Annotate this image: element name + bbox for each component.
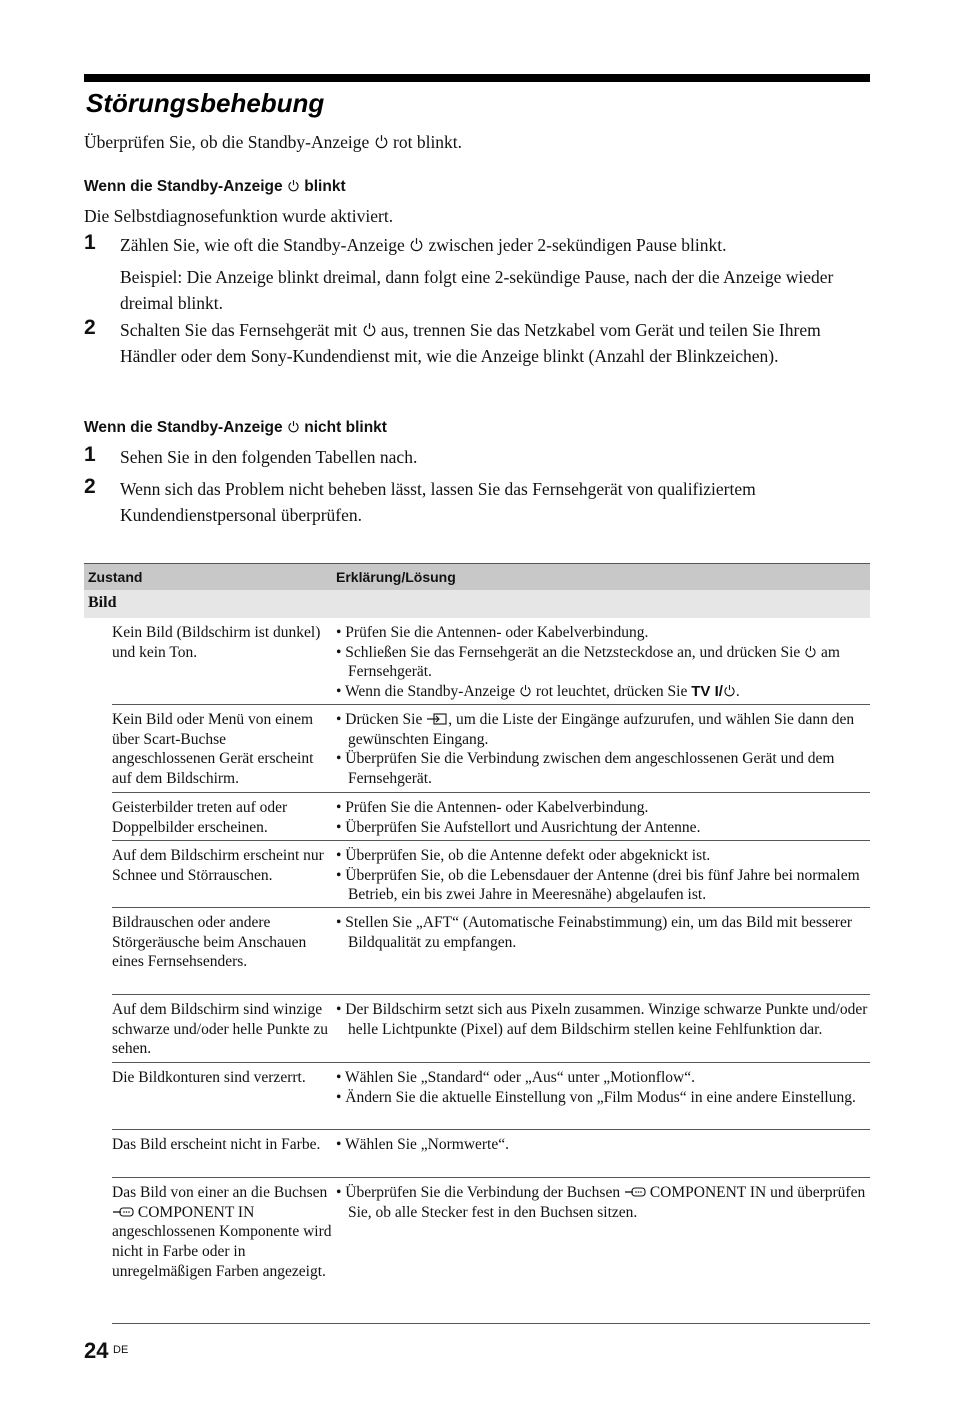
- page-number: 24: [84, 1338, 109, 1363]
- power-icon: [409, 237, 424, 252]
- step-number: 2: [84, 316, 96, 339]
- page-title: Störungsbehebung: [86, 88, 325, 118]
- power-icon: [723, 684, 736, 697]
- component-in-icon: [624, 1186, 646, 1198]
- table-row: Das Bild erscheint nicht in Farbe. • Wählen Sie „Normwerte“.: [112, 1130, 870, 1178]
- title-rule: [84, 74, 870, 82]
- power-icon: [374, 134, 389, 149]
- table-row: Das Bild von einer an die Buchsen COMPONENT IN angeschlossenen Komponente wird nicht in Farbe oder in unregelmäßigen Farben angezeigt. • Überprüfen Sie die Verbindung der Buchsen COMPONENT IN und überprüfen Sie, ob alle Stecker fest in den Buchsen sitzen.: [112, 1178, 870, 1324]
- step-number: 1: [84, 443, 96, 466]
- tv-power-symbol: TV I/: [691, 683, 723, 701]
- step-number: 2: [84, 475, 96, 498]
- section2-step1: Sehen Sie in den folgenden Tabellen nach.: [120, 447, 418, 467]
- section2-step2: Wenn sich das Problem nicht beheben lässt, lassen Sie das Fernsehgerät von qualifiziertem Kundendienstpersonal überprüfen.: [120, 479, 756, 525]
- table-row: Auf dem Bildschirm erscheint nur Schnee und Störrauschen. • Überprüfen Sie, ob die Antenne defekt oder abgeknickt ist. • Überprüfen Sie, ob die Lebensdauer der Antenne (drei bis fünf Jahre bei normalem Betrieb, ein bis zwei Jahre in Meeresnähe) abgelaufen ist.: [112, 841, 870, 908]
- power-icon: [804, 645, 817, 658]
- section1-text: Die Selbstdiagnosefunktion wurde aktiviert.: [84, 206, 394, 226]
- intro-text: Überprüfen Sie, ob die Standby-Anzeige rot blinkt.: [84, 132, 463, 152]
- power-icon: [287, 420, 300, 433]
- table-row: Kein Bild (Bildschirm ist dunkel) und kein Ton. • Prüfen Sie die Antennen- oder Kabelverbindung. • Schließen Sie das Fernsehgerät an die Netzsteckdose an, und drücken Sie am Fernsehgerät. • Wenn die Standby-Anzeige rot leuchtet, drücken Sie TV I/ .: [112, 618, 870, 705]
- table-row: Bildrauschen oder andere Störgeräusche beim Anschauen eines Fernsehsenders. • Stellen Sie „AFT“ (Automatische Feinabstimmung) ein, um das Bild mit besserer Bildqualität zu empfangen.: [112, 908, 870, 995]
- power-icon: [287, 179, 300, 192]
- component-in-icon: [112, 1206, 134, 1218]
- table-header: [84, 563, 870, 590]
- section1-step2: Schalten Sie das Fernsehgerät mit aus, trennen Sie das Netzkabel vom Gerät und teilen Sie Ihrem Händler oder dem Sony-Kundendienst mit, wie die Anzeige blinkt (Anzahl der Blinkzeichen).: [120, 320, 821, 366]
- power-icon: [519, 684, 532, 697]
- input-icon: [426, 713, 448, 725]
- table-row: Auf dem Bildschirm sind winzige schwarze und/oder helle Punkte zu sehen. • Der Bildschirm setzt sich aus Pixeln zusammen. Winzige schwarze Punkte und/oder helle Lichtpunkte (Pixel) auf dem Bildschirm stellen keine Fehlfunktion dar.: [112, 995, 870, 1063]
- section1-step1: Zählen Sie, wie oft die Standby-Anzeige zwischen jeder 2-sekündigen Pause blinkt.: [120, 235, 727, 255]
- section1-step1-example: Beispiel: Die Anzeige blinkt dreimal, dann folgt eine 2-sekündige Pause, nach der die Anzeige wieder dreimal blinkt.: [120, 267, 834, 313]
- column-header-zustand: Zustand: [88, 569, 143, 585]
- section2-heading: Wenn die Standby-Anzeige nicht blinkt: [84, 419, 387, 436]
- table-section-bild: Bild: [84, 590, 870, 618]
- step-number: 1: [84, 231, 96, 254]
- power-icon: [362, 322, 377, 337]
- table-row: Geisterbilder treten auf oder Doppelbilder erscheinen. • Prüfen Sie die Antennen- oder Kabelverbindung. • Überprüfen Sie Aufstellort und Ausrichtung der Antenne.: [112, 793, 870, 841]
- column-header-loesung: Erklärung/Lösung: [336, 569, 456, 585]
- section1-heading: Wenn die Standby-Anzeige blinkt: [84, 178, 346, 195]
- page-language: DE: [113, 1344, 129, 1356]
- table-row: Die Bildkonturen sind verzerrt. • Wählen Sie „Standard“ oder „Aus“ unter „Motionflow“. • Ändern Sie die aktuelle Einstellung von „Film Modus“ in eine andere Einstellung.: [112, 1063, 870, 1130]
- table-row: Kein Bild oder Menü von einem über Scart-Buchse angeschlossenen Gerät erscheint auf dem Bildschirm. • Drücken Sie , um die Liste der Eingänge aufzurufen, und wählen Sie dann den gewünschten Eingang. • Überprüfen Sie die Verbindung zwischen dem angeschlossenen Gerät und dem Fernsehgerät.: [112, 705, 870, 793]
- troubleshooting-table: [84, 563, 870, 1324]
